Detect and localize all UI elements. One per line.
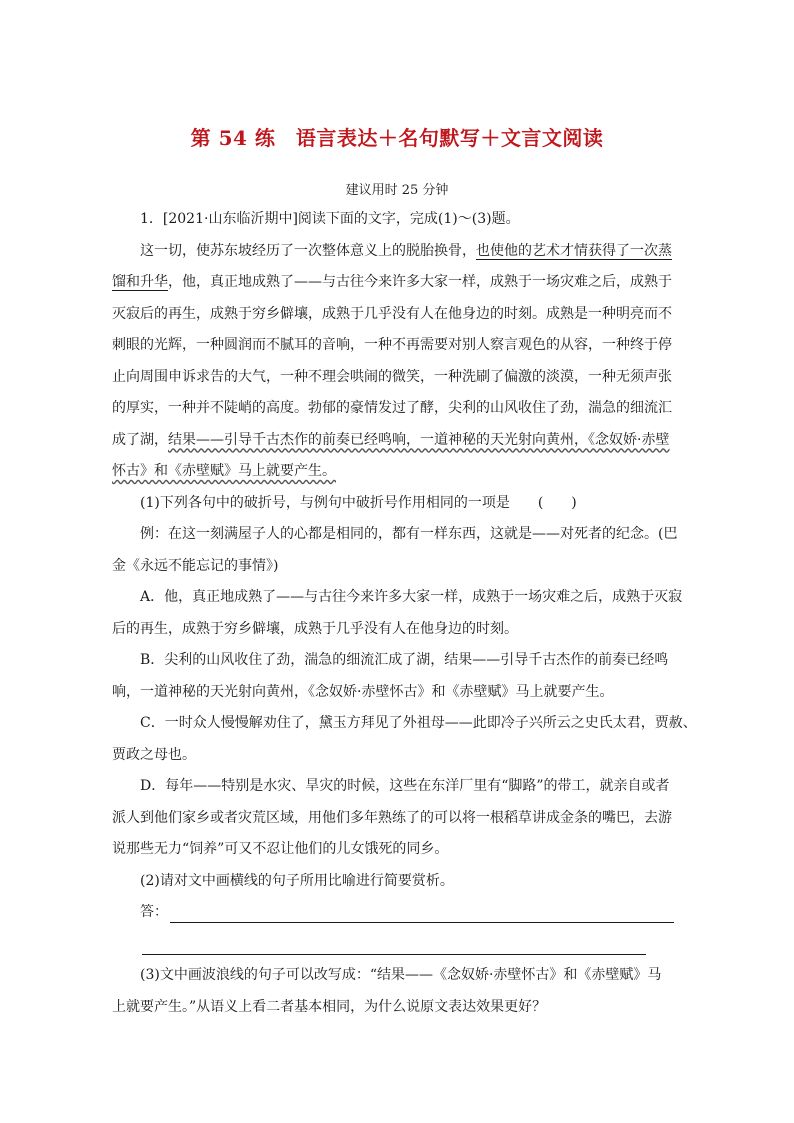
option-b: 响，一道神秘的天光射向黄州，《念奴娇·赤壁怀古》和《赤壁赋》马上就要产生。 [112,683,614,700]
passage-line: 成了湖，结果——引导千古杰作的前奏已经鸣响，一道神秘的天光射向黄州，《念奴娇·赤壁 [112,431,670,448]
answer-area[interactable] [112,929,684,961]
option-b: B．尖利的山风收住了劲，湍急的细流汇成了湖，结果——引导千古杰作的前奏已经鸣 [140,652,669,668]
option-c: C．一时众人慢慢解劝住了，黛玉方拜见了外祖母——此即冷子兴所云之史氏太君，贾赦、 [140,715,697,731]
answer-label: 答： [140,904,168,920]
option-a: A．他，真正地成熟了——与古往今来许多大家一样，成熟于一场灾难之后，成熟于灭寂 [140,589,683,605]
option-d: 说那些无力“饲养”可又不忍让他们的儿女饿死的同乡。 [112,841,449,857]
passage-line: 止向周围申诉求告的大气，一种不理会哄闹的微笑，一种洗刷了偏激的淡漠，一种无须声张 [112,368,672,385]
question-intro: 1．[2021·山东临沂期中]阅读下面的文字，完成(1)～(3)题。 [140,211,520,227]
option-c: 贾政之母也。 [112,746,196,763]
page-title: 第 54 练 语言表达＋名句默写＋文言文阅读 [190,126,604,150]
option-d: 派人到他们家乡或者灾荒区域，用他们多年熟练了的可以将一根稻草讲成金条的嘴巴，去游 [112,809,672,826]
wavy-underlined-sentence: 结果——引导千古杰作的前奏已经鸣响，一道神秘的天光射向黄州，《念奴娇·赤壁 [168,431,670,448]
passage-line: 的厚实，一种并不陡峭的高度。勃郁的豪情发过了酵，尖利的山风收住了劲，湍急的细流汇 [112,400,672,416]
q3-stem: (3)文中画波浪线的句子可以改写成：“结果——《念奴娇·赤壁怀古》和《赤壁赋》马 [140,967,662,983]
suggested-time: 建议用时 25 分钟 [345,183,449,198]
option-a: 后的再生，成熟于穷乡僻壤，成熟于几乎没有人在他身边的时刻。 [112,620,518,637]
answer-area[interactable] [112,897,684,929]
passage-line [112,456,684,488]
passage-line: 灭寂后的再生，成熟于穷乡僻壤，成熟于几乎没有人在他身边的时刻。成熟是一种明亮而不 [112,305,672,322]
q3-stem: 上就要产生。”从语义上看二者基本相同，为什么说原文表达效果更好？ [112,998,547,1015]
passage-line: 馏和升华，他，真正地成熟了——与古往今来许多大家一样，成熟于一场灾难之后，成熟于 [112,274,672,290]
option-d: D．每年——特别是水灾、旱灾的时候，这些在东洋厂里有“脚路”的带工，就亲自或者 [140,778,670,794]
document-body [112,204,697,1023]
q1-stem: (1)下列各句中的破折号，与例句中破折号作用相同的一项是 ( ) [140,494,577,511]
wavy-underlined-sentence: 怀古》和《赤壁赋》马上就要产生。 [112,463,336,479]
q1-example: 例：在这一刻满屋子人的心都是相同的，都有一样东西，这就是——对死者的纪念。(巴 [140,526,678,542]
passage-line: 这一切，使苏东坡经历了一次整体意义上的脱胎换骨，也使他的艺术才情获得了一次蒸 [140,242,672,259]
passage-line: 刺眼的光辉，一种圆润而不腻耳的音响，一种不再需要对别人察言观色的从容，一种终于停 [112,337,672,353]
answer-line[interactable] [170,922,674,923]
underlined-sentence: 馏和升华 [112,274,168,290]
q1-example: 金《永远不能忘记的事情》) [112,557,279,574]
answer-line[interactable] [142,954,646,955]
q2-stem: (2)请对文中画横线的句子所用比喻进行简要赏析。 [140,872,454,889]
underlined-sentence: 也使他的艺术才情获得了一次蒸 [476,242,672,259]
